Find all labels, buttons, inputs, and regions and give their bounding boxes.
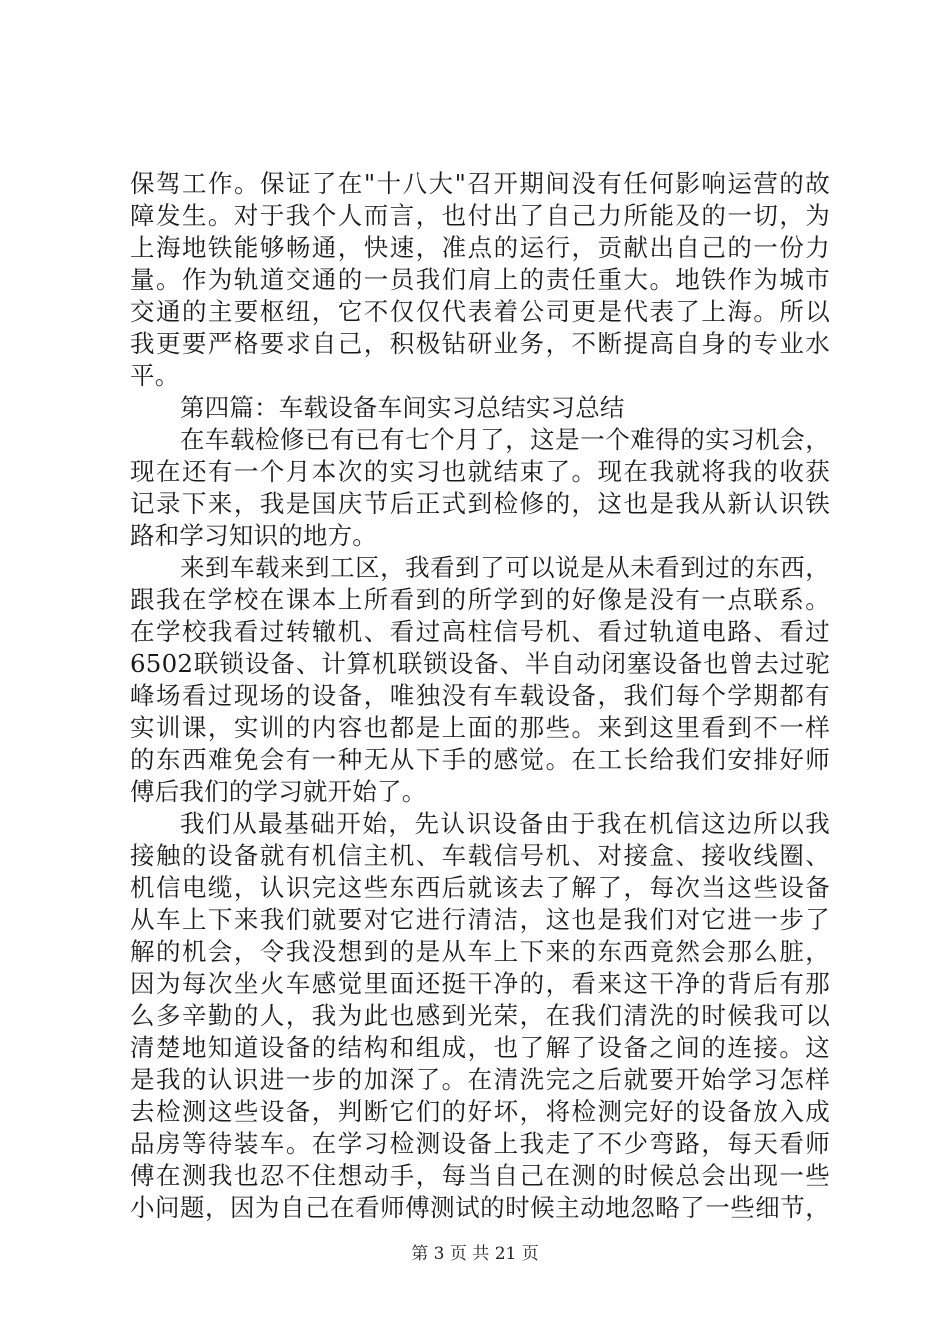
text-line: 傅后我们的学习就开始了。 xyxy=(130,777,427,806)
text-line: 障发生。对于我个人而言，也付出了自己力所能及的一切，为 xyxy=(130,201,830,230)
text-line: 在车载检修已有已有七个月了，这是一个难得的实习机会， xyxy=(180,425,830,454)
text-line: 小问题，因为自己在看师傅测试的时候主动地忽略了一些细节， xyxy=(130,1193,830,1222)
text-line: 机信电缆，认识完这些东西后就该去了解了，每次当这些设备 xyxy=(130,873,830,902)
document-body xyxy=(130,168,830,1224)
text-line: 从车上下来我们就要对它进行清洁，这也是我们对它进一步了 xyxy=(130,905,830,934)
text-line: 上海地铁能够畅通，快速，准点的运行，贡献出自己的一份力 xyxy=(130,233,830,262)
text-line: 的东西难免会有一种无从下手的感觉。在工长给我们安排好师 xyxy=(130,745,830,774)
text-line: 接触的设备就有机信主机、车载信号机、对接盒、接收线圈、 xyxy=(130,841,830,870)
text-line: 路和学习知识的地方。 xyxy=(130,521,377,550)
text-line: 清楚地知道设备的结构和组成，也了解了设备之间的连接。这 xyxy=(130,1033,830,1062)
text-line: 在学校我看过转辙机、看过高柱信号机、看过轨道电路、看过 xyxy=(130,617,830,646)
text-line: 实训课，实训的内容也都是上面的那些。来到这里看到不一样 xyxy=(130,713,830,742)
text-line: 傅在测我也忍不住想动手，每当自己在测的时候总会出现一些 xyxy=(130,1161,830,1190)
page-number-footer: 第 3 页 共 21 页 xyxy=(411,1244,539,1264)
text-line: 现在还有一个月本次的实习也就结束了。现在我就将我的收获 xyxy=(130,457,830,486)
text-line: 记录下来，我是国庆节后正式到检修的，这也是我从新认识铁 xyxy=(130,489,830,518)
text-line: 量。作为轨道交通的一员我们肩上的责任重大。地铁作为城市 xyxy=(130,265,830,294)
text-line: 么多辛勤的人，我为此也感到光荣，在我们清洗的时候我可以 xyxy=(130,1001,830,1030)
text-line: 峰场看过现场的设备，唯独没有车载设备，我们每个学期都有 xyxy=(130,681,830,710)
text-line: 品房等待装车。在学习检测设备上我走了不少弯路，每天看师 xyxy=(130,1129,830,1158)
text-line: 我们从最基础开始，先认识设备由于我在机信这边所以我 xyxy=(180,809,830,838)
text-line: 6502联锁设备、计算机联锁设备、半自动闭塞设备也曾去过驼 xyxy=(130,649,830,678)
section-heading: 第四篇：车载设备车间实习总结实习总结 xyxy=(180,393,625,422)
text-line: 解的机会，令我没想到的是从车上下来的东西竟然会那么脏， xyxy=(130,937,830,966)
text-line: 是我的认识进一步的加深了。在清洗完之后就要开始学习怎样 xyxy=(130,1065,830,1094)
text-line: 交通的主要枢纽，它不仅仅代表着公司更是代表了上海。所以 xyxy=(130,297,830,326)
text-line: 平。 xyxy=(130,361,180,390)
text-line: 来到车载来到工区，我看到了可以说是从未看到过的东西， xyxy=(180,553,830,582)
text-line: 保驾工作。保证了在"十八大"召开期间没有任何影响运营的故 xyxy=(130,169,830,198)
text-line: 我更要严格要求自己，积极钻研业务，不断提高自身的专业水 xyxy=(130,329,830,358)
text-line: 因为每次坐火车感觉里面还挺干净的，看来这干净的背后有那 xyxy=(130,969,830,998)
text-line: 去检测这些设备，判断它们的好坏，将检测完好的设备放入成 xyxy=(130,1097,830,1126)
text-line: 跟我在学校在课本上所看到的所学到的好像是没有一点联系。 xyxy=(130,585,830,614)
